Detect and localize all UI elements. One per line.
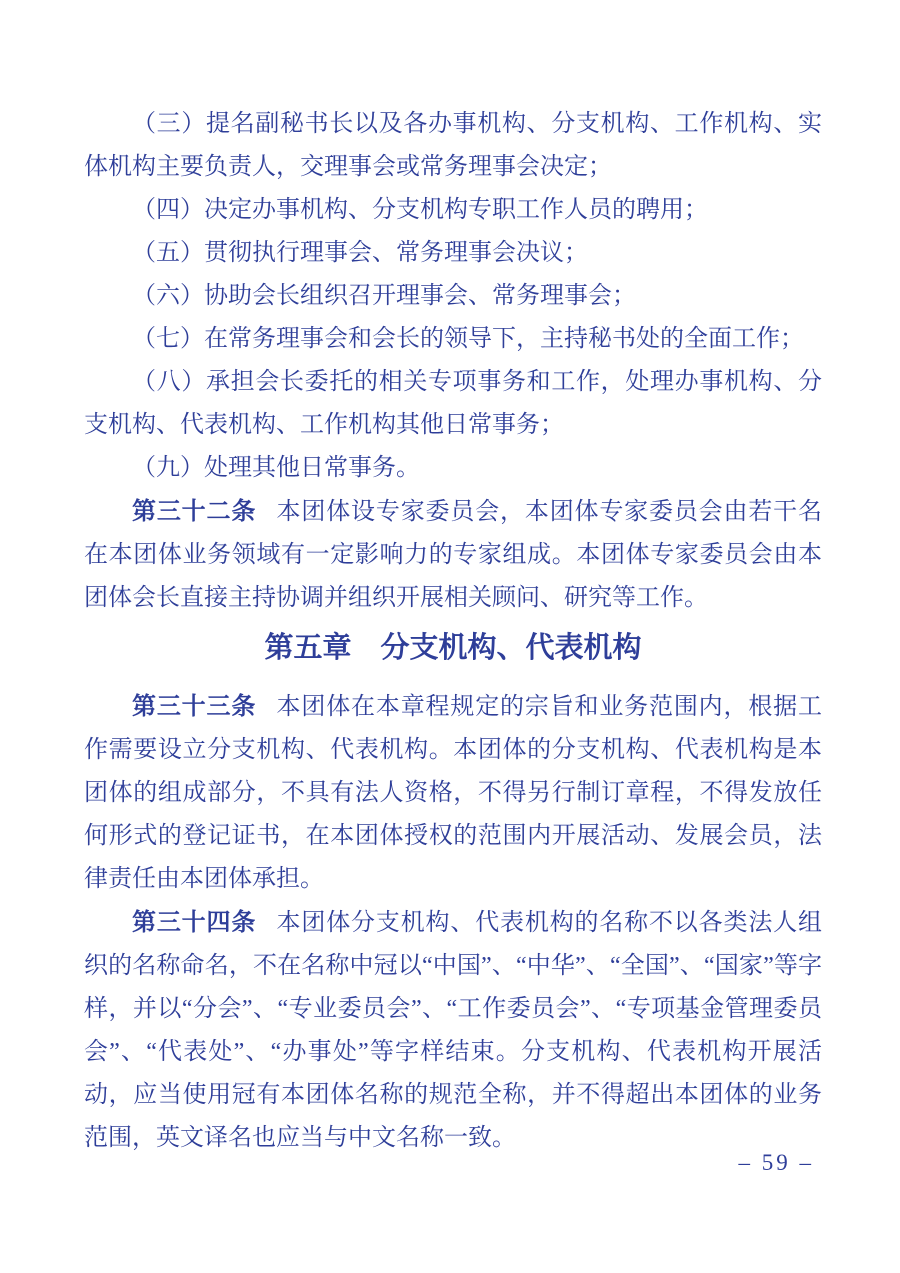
clause-item-6: （六）协助会长组织召开理事会、常务理事会； <box>132 283 636 309</box>
clause-item-4: （四）决定办事机构、分支机构专职工作人员的聘用； <box>132 197 708 223</box>
clause-item-9: （九）处理其他日常事务。 <box>132 455 420 481</box>
clause-item-8: （八）承担会长委托的相关专项事务和工作，处理办事机构、分支机构、代表机构、工作机构其他日常事务； <box>84 369 822 438</box>
clause-item-5: （五）贯彻执行理事会、常务理事会决议； <box>132 240 588 266</box>
clause-item-3: （三）提名副秘书长以及各办事机构、分支机构、工作机构、实体机构主要负责人，交理事会或常务理事会决定； <box>84 111 822 180</box>
article-text-34: 本团体分支机构、代表机构的名称不以各类法人组织的名称命名，不在名称中冠以“中国”、“中华”、“全国”、“国家”等字样，并以“分会”、“专业委员会”、“工作委员会”、“专项基金管理委员会”、“代表处”、“办事处”等字样结束。分支机构、代表机构开展活动，应当使用冠有本团体名称的规范全称，并不得超出本团体的业务范围，英文译名也应当与中文名称一致。 <box>84 910 822 1151</box>
article-paragraph-32 <box>84 490 822 620</box>
article-text-33: 本团体在本章程规定的宗旨和业务范围内，根据工作需要设立分支机构、代表机构。本团体的分支机构、代表机构是本团体的组成部分，不具有法人资格，不得另行制订章程，不得发放任何形式的登记证书，在本团体授权的范围内开展活动、发展会员，法律责任由本团体承担。 <box>84 694 822 892</box>
article-paragraph-33 <box>84 685 822 901</box>
article-label-32: 第三十二条 <box>132 498 257 525</box>
article-label-34: 第三十四条 <box>132 909 257 936</box>
page-number: – 59 – <box>738 1150 814 1175</box>
clause-item-7: （七）在常务理事会和会长的领导下，主持秘书处的全面工作； <box>132 326 804 352</box>
article-text-32: 本团体设专家委员会，本团体专家委员会由若干名在本团体业务领域有一定影响力的专家组成。本团体专家委员会由本团体会长直接主持协调并组织开展相关顾问、研究等工作。 <box>84 499 822 611</box>
article-paragraph-34 <box>84 901 822 1160</box>
chapter-heading: 第五章 分支机构、代表机构 <box>264 632 642 664</box>
document-body <box>84 103 822 1160</box>
article-label-33: 第三十三条 <box>132 693 257 720</box>
